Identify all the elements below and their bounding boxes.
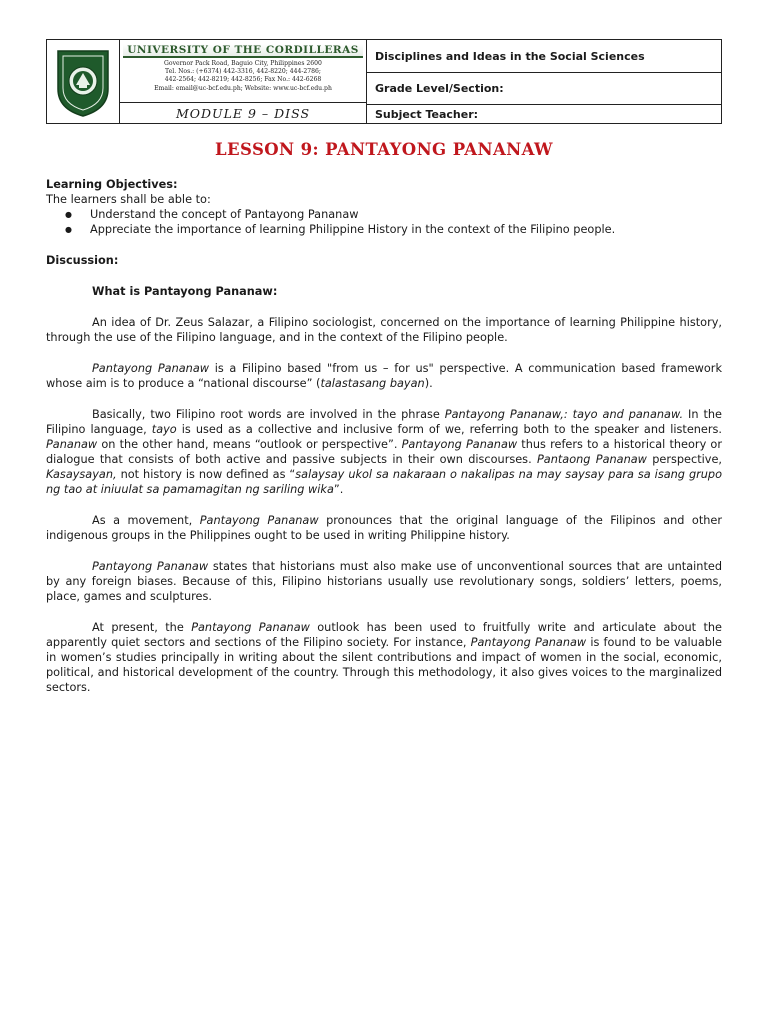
logo-cell [47,40,120,123]
email-line: Email: email@uc-bcf.edu.ph; Website: www.uc-bcf.edu.ph [154,84,332,92]
objective-item: ● Appreciate the importance of learning Philippine History in the context of the Filipino people. [90,222,722,237]
subject-name: Disciplines and Ideas in the Social Sciences [367,40,721,73]
objective-item: ● Understand the concept of Pantayong Pananaw [90,207,722,222]
phone-line-2: 442-2564; 442-8219; 442-8256; Fax No.: 442-6268 [164,76,322,84]
lesson-title: LESSON 9: PANTAYONG PANANAW [215,140,553,159]
module-header-table [46,39,722,124]
course-info-cell [367,40,721,123]
objectives-intro: The learners shall be able to: [46,193,211,206]
objectives-heading: Learning Objectives: [46,178,178,191]
university-masthead [120,40,366,103]
address-line: Governor Pack Road, Baguio City, Philippines 2600 [164,60,322,67]
paragraph-definition: An idea of Dr. Zeus Salazar, a Filipino sociologist, concerned on the importance of learning Philippine history, through the use of the Filipino language, and in the context of the Filipino people. [46,316,722,344]
paragraph-root-words: Basically, two Filipino root words are involved in the phrase Pantayong Pananaw,: tayo and pananaw. In the Filipino language, tayo is used as a collective and inclusive form of we, referring both to the speaker and listeners. Pananaw on the other hand, means “outlook or perspective”. Pantayong Pananaw thus refers to a historical theory or dialogue that consists of both active and passive subjects in their own discourses. Pantaong Pananaw perspective, Kasaysayan, not history is now defined as “salaysay ukol sa nakaraan o nakalipas na may saysay para sa isang grupo ng tao at iniuulat sa pamamagitan ng sariling wika”. [46,408,723,496]
lesson-content [46,177,722,695]
paragraph-movement: As a movement, Pantayong Pananaw pronounces that the original language of the Filipinos and other indigenous groups in the Philippines ought to be used in writing Philippine history. [46,514,723,542]
phone-line: Tel. Nos.: (+6374) 442-3316, 442-8220; 444-2786; [165,68,321,76]
university-seal-icon [54,45,112,119]
paragraph-present: At present, the Pantayong Pananaw outlook has been used to fruitfully write and articulate about the apparently quiet sectors and sections of the Filipino society. For instance, Pantayong Pananaw is found to be valuable in women’s studies principally in writing about the silent contributions and impact of women in the social, economic, political, and historical development of the country. Through this methodology, it also gives voices to the marginalized sectors. [46,621,723,694]
paragraph-sources: Pantayong Pananaw states that historians must also make use of unconventional sources that are untainted by any foreign biases. Because of this, Filipino historians usually use revolutionary songs, soldiers’ letters, poems, place, games and sculptures. [46,560,723,603]
discussion-subheading: What is Pantayong Pananaw: [92,285,278,298]
paragraph-perspective: Pantayong Pananaw is a Filipino based "from us – for us" perspective. A communication based framework whose aim is to produce a “national discourse” (talastasang bayan). [46,362,722,390]
module-title: MODULE 9 – DISS [175,105,311,121]
university-info-cell [120,40,367,123]
subject-teacher-label: Subject Teacher: [375,107,479,121]
university-name: UNIVERSITY OF THE CORDILLERAS [123,44,363,58]
objectives-list [46,207,722,237]
grade-level-label: Grade Level/Section: [367,73,721,105]
discussion-heading: Discussion: [46,254,119,267]
